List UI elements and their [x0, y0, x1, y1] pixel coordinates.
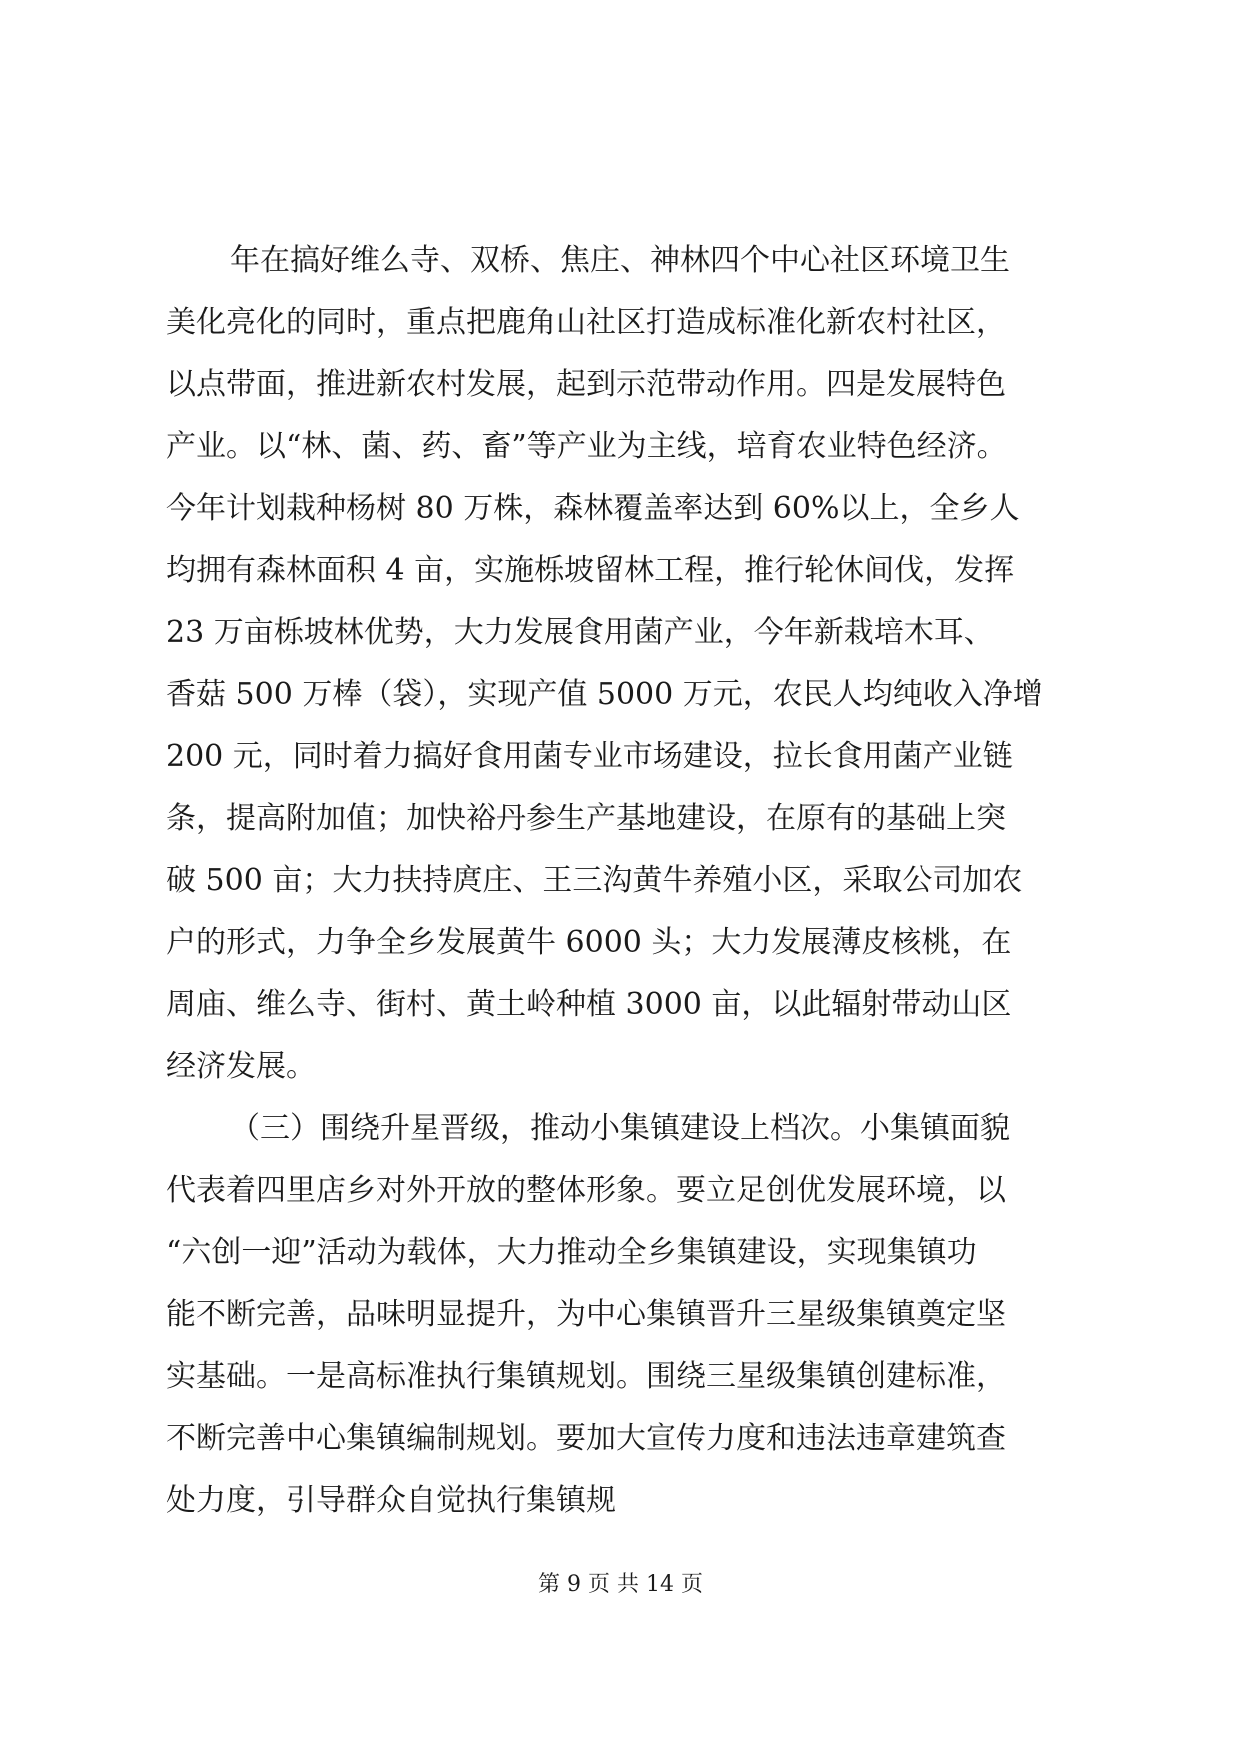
- text-line: 产业。以“林、菌、药、畜”等产业为主线，培育农业特色经济。: [166, 429, 1007, 464]
- body-text: [166, 230, 1082, 1532]
- text-line: 年在搞好维么寺、双桥、焦庄、神林四个中心社区环境卫生: [230, 243, 1010, 278]
- text-line: 不断完善中心集镇编制规划。要加大宣传力度和违法违章建筑查: [166, 1421, 1006, 1456]
- text-line: 香菇 500 万棒（袋），实现产值 5000 万元，农民人均纯收入净增: [166, 677, 1043, 712]
- text-line: 条，提高附加值；加快裕丹参生产基地建设，在原有的基础上突: [166, 801, 1006, 836]
- text-line: 经济发展。: [166, 1049, 316, 1084]
- text-line: 今年计划栽种杨树 80 万株，森林覆盖率达到 60%以上，全乡人: [166, 491, 1020, 526]
- text-line: 代表着四里店乡对外开放的整体形象。要立足创优发展环境，以: [166, 1173, 1006, 1208]
- text-line: 均拥有森林面积 4 亩，实施栎坡留林工程，推行轮休间伐，发挥: [166, 553, 1015, 588]
- text-line: 以点带面，推进新农村发展，起到示范带动作用。四是发展特色: [166, 367, 1006, 402]
- page-number-footer: 第 9 页 共 14 页: [538, 1572, 703, 1597]
- text-line: 200 元，同时着力搞好食用菌专业市场建设，拉长食用菌产业链: [166, 739, 1013, 774]
- text-line: （三）围绕升星晋级，推动小集镇建设上档次。小集镇面貌: [230, 1111, 1010, 1146]
- text-line: 能不断完善，品味明显提升，为中心集镇晋升三星级集镇奠定坚: [166, 1297, 1006, 1332]
- text-line: 户的形式，力争全乡发展黄牛 6000 头；大力发展薄皮核桃，在: [166, 925, 1012, 960]
- text-line: 处力度，引导群众自觉执行集镇规: [166, 1483, 616, 1518]
- text-line: 实基础。一是高标准执行集镇规划。围绕三星级集镇创建标准，: [166, 1359, 1006, 1394]
- text-line: 美化亮化的同时，重点把鹿角山社区打造成标准化新农村社区，: [166, 305, 1006, 340]
- text-line: 23 万亩栎坡林优势，大力发展食用菌产业，今年新栽培木耳、: [166, 615, 994, 650]
- text-line: 周庙、维么寺、街村、黄土岭种植 3000 亩，以此辐射带动山区: [166, 987, 1012, 1022]
- text-line: “六创一迎”活动为载体，大力推动全乡集镇建设，实现集镇功: [166, 1235, 977, 1270]
- text-line: 破 500 亩；大力扶持庹庄、王三沟黄牛养殖小区，采取公司加农: [166, 863, 1023, 898]
